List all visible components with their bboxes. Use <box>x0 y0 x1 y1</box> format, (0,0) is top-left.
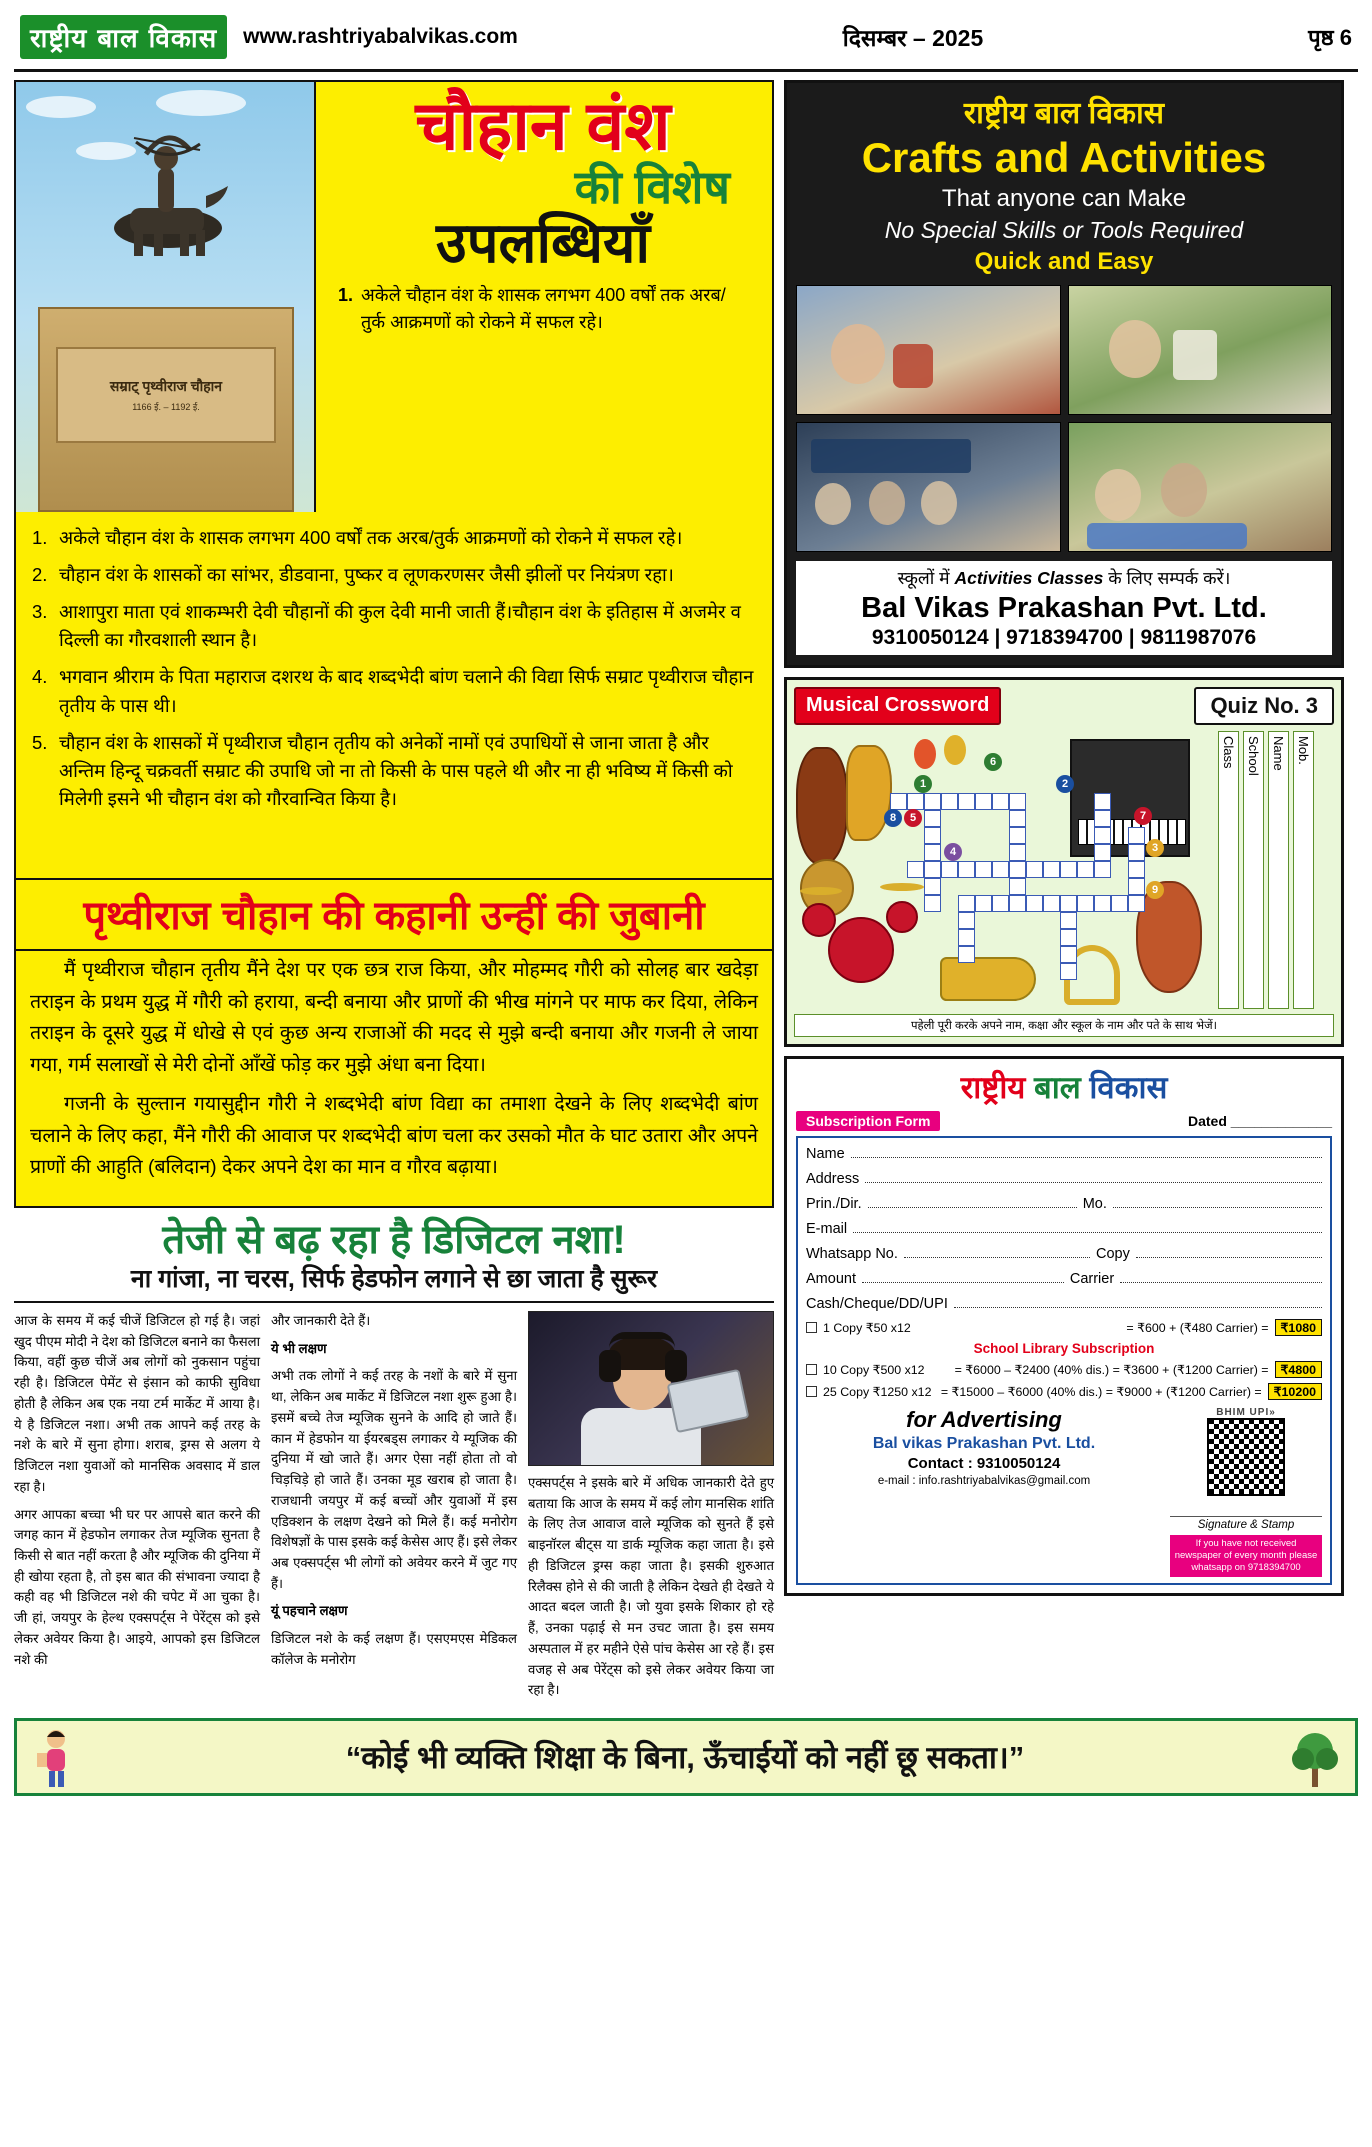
price-calc: = ₹600 + (₹480 Carrier) = <box>1126 1321 1269 1335</box>
field-label: Cash/Cheque/DD/UPI <box>806 1296 948 1312</box>
input-line[interactable] <box>1120 1269 1322 1283</box>
crafts-contact-emphasis: Activities Classes <box>954 568 1104 588</box>
tree-icon <box>1287 1725 1343 1789</box>
price-total: ₹10200 <box>1268 1383 1322 1400</box>
paragraph: अगर आपका बच्चा भी घर पर आपसे बात करने की जगह कान में हेडफोन लगाकर तेज म्यूजिक सुनता है किसी से बात नहीं करता है और म्यूजिक की दुनिया में ही खोया रहता है, तो इस बात की संभावना ज्यादा है कही वह भी डिजिटल नशे की चपेट में आ चुका है। जी हां, जयपुर के हेल्थ एक्सपर्ट्स ने पेरेंट्स को इसे लेकर अवेयर किया है। आइये, आपको इस डिजिटल नशे की <box>14 1506 260 1667</box>
price-calc: = ₹6000 – ₹2400 (40% dis.) = ₹3600 + (₹1200 Carrier) = <box>954 1363 1269 1377</box>
hero-top <box>16 82 772 512</box>
child-mascot-icon <box>29 1725 83 1789</box>
input-line[interactable] <box>853 1219 1322 1233</box>
headphone-band <box>609 1332 675 1348</box>
craft-photo-4 <box>1068 422 1333 552</box>
paragraph: डिजिटल नशे के कई लक्षण हैं। एसएमएस मेडिकल कॉलेज के मनोरोग <box>271 1631 517 1667</box>
achievements-list <box>16 518 772 836</box>
paragraph: एक्सपर्ट्स ने इसके बारे में अधिक जानकारी देते हुए बताया कि आज के समय में कई लोग मानसिक शांति के लिए तेज आवाज वाले म्यूजिक को सुनते हैं इसे बाइनॉरल बीट्स या डार्क म्यूजिक कहा जाता है। इसे ही डिजिटल ड्रग्स कहा जाता है। इसकी शुरुआत रिलैक्स होने से की जाती है लेकिन देखते ही देखते ये आदत बदल जाती है। जो युवा इसके शिकार हो रहे हैं, उनका पढ़ाई से मन उचट जाता है। इस समय अस्पताल में हर महीने ऐसे पांच केसेस आ रहे हैं। इस वजह से अब पेरेंट्स को इसे लेकर अवेयर किया जा रहा है। <box>528 1475 774 1698</box>
field-label: Address <box>806 1171 860 1187</box>
clue-number: 1 <box>914 775 932 793</box>
input-line[interactable] <box>868 1194 1077 1208</box>
list-item-number: 3. <box>32 601 48 623</box>
paragraph: और जानकारी देते हैं। <box>271 1313 371 1329</box>
prithviraj-statue-photo <box>16 82 316 512</box>
divider <box>14 1301 774 1303</box>
story-paragraph: गजनी के सुल्तान गयासुद्दीन गौरी ने शब्दभेदी बांण विद्या का तमाशा देखने के लिए शब्दभेदी बांण चलाने के लिए कहा, मैंने गौरी की आवाज पर शब्दभेदी बांण चला कर उसको मौत के घाट उतारा और अपने प्राणों की आहुति (बलिदान) देकर अपने देश का मान व गौरव बढ़ाया। <box>30 1093 758 1179</box>
digital-article-heading: तेजी से बढ़ रहा है डिजिटल नशा! <box>162 1218 626 1263</box>
pedestal-plaque <box>56 347 276 443</box>
input-line[interactable] <box>954 1294 1322 1308</box>
payment-and-signature <box>1170 1407 1322 1577</box>
crafts-line3: No Special Skills or Tools Required <box>884 217 1244 243</box>
school-library-heading: School Library Subscription <box>973 1341 1155 1356</box>
input-line[interactable] <box>904 1244 1090 1258</box>
digital-column-2 <box>271 1311 517 1708</box>
price-label: 10 Copy ₹500 x12 <box>823 1363 925 1377</box>
subscription-form <box>784 1056 1344 1596</box>
advertising-company: Bal vikas Prakashan Pvt. Ltd. <box>872 1435 1096 1452</box>
saxophone-icon <box>846 745 892 841</box>
statue-figure <box>76 112 246 282</box>
form-row-principal[interactable] <box>806 1194 1322 1212</box>
crafts-footer <box>796 561 1332 655</box>
story-heading: पृथ्वीराज चौहान की कहानी उन्हीं की जुबानी <box>14 880 774 951</box>
list-item-number: 2. <box>32 564 48 586</box>
input-line[interactable] <box>1113 1194 1322 1208</box>
field-mobile[interactable]: Mob. <box>1293 731 1314 1009</box>
checkbox-1-copy[interactable] <box>806 1322 817 1333</box>
input-line[interactable] <box>1136 1244 1322 1258</box>
crossword-main <box>794 731 1334 1009</box>
logo-part-red: राष्ट्रीय <box>960 1070 1026 1105</box>
price-label: 1 Copy ₹50 x12 <box>823 1321 911 1335</box>
crafts-photo-grid <box>796 285 1332 552</box>
dated-field[interactable]: Dated _____________ <box>1187 1113 1332 1129</box>
checkbox-10-copy[interactable] <box>806 1364 817 1375</box>
publication-logo: राष्ट्रीय बाल विकास <box>20 15 227 59</box>
list-item-text: भगवान श्रीराम के पिता महाराज दशरथ के बाद शब्दभेदी बांण चलाने की विद्या सिर्फ सम्राट पृथ्वीराज चौहान तृतीय के पास थी। <box>59 666 754 716</box>
input-line[interactable] <box>851 1144 1322 1158</box>
clue-number: 4 <box>944 843 962 861</box>
right-column <box>784 80 1344 1708</box>
hero-first-point <box>330 272 756 336</box>
child-headphones-photo <box>528 1311 774 1466</box>
signature-line: Signature & Stamp <box>1170 1516 1322 1531</box>
statue-pedestal <box>38 307 294 512</box>
advertising-email[interactable]: e-mail : info.rashtriyabalvikas@gmail.com <box>877 1475 1091 1487</box>
clue-number: 3 <box>1146 839 1164 857</box>
paragraph: अभी तक लोगों ने कई तरह के नशों के बारे में सुना था, लेकिन अब मार्केट में डिजिटल नशा शुरू हुआ है। इसमें बच्चे तेज म्यूजिक सुनने के आदि हो जाते हैं। कान में हेडफोन या ईयरबड्स लगाकर ये म्यूजिक की दुनिया में खो जाते हैं। अगर ऐसा नहीं होता तो वो चिड़चिड़े हो जाते हैं। उनका मूड खराब हो जाता है। राजधानी जयपुर में कई बच्चों और युवाओं में इस एडिक्शन के लक्षण देखने को मिले हैं। कई मनोरोग विशेषज्ञों के पास इसके कई केसेस आए हैं। इसे लेकर अब एक्सपर्ट्स भी लोगों को अवेयर करने में जुट गए हैं। <box>271 1368 517 1591</box>
list-item-number: 5. <box>32 731 48 753</box>
advertising-text <box>806 1407 1162 1577</box>
craft-photo-1 <box>796 285 1061 415</box>
list-item <box>32 598 754 654</box>
crossword-entry-fields <box>1218 731 1310 1009</box>
subscription-header-row <box>796 1111 1332 1131</box>
form-row-payment[interactable] <box>806 1294 1322 1312</box>
quiz-number-badge: Quiz No. 3 <box>1194 687 1334 725</box>
clue-number: 2 <box>1056 775 1074 793</box>
musical-crossword-puzzle <box>784 677 1344 1047</box>
advertising-block <box>806 1407 1322 1577</box>
form-row-amount[interactable] <box>806 1269 1322 1287</box>
hero-title-line1: चौहान वंश <box>415 88 671 164</box>
field-label-copy: Copy <box>1096 1246 1130 1262</box>
left-column <box>14 80 774 1708</box>
plaque-title: सम्राट् पृथ्वीराज चौहान <box>109 378 223 394</box>
clue-number: 5 <box>904 809 922 827</box>
price-row-single[interactable] <box>806 1319 1322 1336</box>
footer-quote-text: “कोई भी व्यक्ति शिक्षा के बिना, ऊँचाईयों को नहीं छू सकता।” <box>345 1739 1025 1775</box>
list-item <box>32 729 754 813</box>
story-paragraph: मैं पृथ्वीराज चौहान तृतीय मैंने देश पर एक छत्र राज किया, और मोहम्मद गौरी को सोलह बार खदेड़ा तराइन के प्रथम युद्ध में गौरी को हराया, बन्दी बनाया और प्राणों की भीख मांगने पर माफ कर दिया, लेकिन तराइन के दूसरे युद्ध में धोखे से एवं कुछ अन्य राजाओं की मदद से मुझे बन्दी बनाया और गजनी ले जाया गया, गर्म सलाखों से मेरी दोनों आँखें फोड़ कर मुझे अंधा बना दिया। <box>30 959 758 1076</box>
paragraph: आज के समय में कई चीजें डिजिटल हो गई है। जहां खुद पीएम मोदी ने देश को डिजिटल बनाने का फैसला किया, वहीं कुछ चीजें अब लोगों को नुकसान पहुंचा रही है। डिजिटल पेमेंट से इंसान को काफी सुविधा होती है लेकिन अब एक नया टर्म मार्केट में आया है। ये है डिजिटल नशा। अभी तक आपने कई तरह के नशे के बारे में सुना होगा। शराब, ड्रग्स से अलग ये डिजिटल नशा युवाओं को मानसिक अवसाद में डाल रहा है। <box>14 1313 260 1494</box>
price-total: ₹4800 <box>1275 1361 1322 1378</box>
list-item-number: 1. <box>32 527 48 548</box>
field-school[interactable]: School <box>1243 731 1264 1009</box>
chauhan-dynasty-article <box>14 80 774 880</box>
footer-quote-banner <box>14 1718 1358 1796</box>
hero-title-line3: उपलब्धियाँ <box>436 210 650 274</box>
maraca-icon <box>914 739 936 769</box>
crafts-contact-post: के लिए सम्पर्क करें। <box>1103 568 1231 588</box>
digital-column-3 <box>528 1311 774 1708</box>
upi-label: BHIM UPI» <box>1216 1407 1276 1418</box>
hero-title-line2: की विशेष <box>574 161 730 214</box>
delivery-warning: If you have not received newspaper of every month please whatsapp on 9718394700 <box>1170 1535 1322 1577</box>
price-calc: = ₹15000 – ₹6000 (40% dis.) = ₹9000 + (₹1200 Carrier) = <box>940 1385 1262 1399</box>
checkbox-25-copy[interactable] <box>806 1386 817 1397</box>
field-class[interactable]: Class <box>1218 731 1239 1009</box>
digital-column-1 <box>14 1311 260 1708</box>
price-row-25copy[interactable] <box>806 1383 1322 1400</box>
field-label-mobile: Mo. <box>1082 1196 1107 1212</box>
crossword-header <box>794 687 1334 725</box>
field-label-carrier: Carrier <box>1069 1271 1115 1287</box>
masthead <box>14 10 1358 72</box>
headphone-right-cup <box>665 1350 687 1382</box>
input-line[interactable] <box>862 1269 1064 1283</box>
list-item <box>32 561 754 589</box>
advertising-contact[interactable]: Contact : 9310050124 <box>907 1455 1061 1472</box>
clue-number: 7 <box>1134 807 1152 825</box>
subheading: यूं पहचाने लक्षण <box>271 1603 348 1619</box>
crafts-contact-line <box>802 566 1326 590</box>
qr-code-icon[interactable] <box>1207 1418 1285 1496</box>
digital-article-columns <box>14 1311 774 1708</box>
logo-part-green: बाल <box>1025 1070 1081 1105</box>
headphone-left-cup <box>599 1350 621 1382</box>
input-line[interactable] <box>865 1169 1322 1183</box>
subscription-logo <box>796 1066 1332 1108</box>
issue-date: दिसम्बर – 2025 <box>842 24 984 51</box>
advertising-title: for Advertising <box>906 1407 1062 1432</box>
crafts-line4: Quick and Easy <box>974 248 1154 275</box>
violin-icon <box>796 747 848 865</box>
craft-photo-2 <box>1068 285 1333 415</box>
list-item-text: चौहान वंश के शासकों का सांभर, डीडवाना, पुष्कर व लूणकरणसर जैसी झीलों पर नियंत्रण रहा। <box>59 564 674 586</box>
trumpet-icon <box>940 957 1036 1001</box>
list-item-text: चौहान वंश के शासकों में पृथ्वीराज चौहान तृतीय को अनेकों नामों एवं उपाधियों से जाना जाता है और अन्तिम हिन्दू चक्रवर्ती सम्राट की उपाधि जो ना तो किसी के पास पहले थी और ना ही भविष्य में किसी को मिलेगी इसने भी चौहान वंश को गौरवान्वित किया है। <box>59 731 733 809</box>
maraca-icon <box>944 735 966 765</box>
plaque-years: 1166 ई. – 1192 ई. <box>132 402 200 412</box>
website-url[interactable]: www.rashtriyabalvikas.com <box>243 24 518 48</box>
price-total: ₹1080 <box>1275 1319 1322 1336</box>
crossword-instructions: पहेली पूरी करके अपने नाम, कक्षा और स्कूल के नाम और पते के साथ भेजें। <box>794 1014 1334 1037</box>
field-label: Whatsapp No. <box>806 1246 898 1262</box>
list-item-number: 4. <box>32 666 48 688</box>
form-row-name[interactable] <box>806 1144 1322 1162</box>
crafts-contact-pre: स्कूलों में <box>897 568 955 588</box>
page-number: पृष्ठ 6 <box>1308 24 1352 50</box>
clue-number: 6 <box>984 753 1002 771</box>
field-label: Amount <box>806 1271 856 1287</box>
crafts-company-name: Bal Vikas Prakashan Pvt. Ltd. <box>861 592 1267 624</box>
price-row-10copy[interactable] <box>806 1361 1322 1378</box>
crafts-brand: राष्ट्रीय बाल विकास <box>963 97 1165 130</box>
list-item-text: अकेले चौहान वंश के शासक लगभग 400 वर्षों तक अरब/तुर्क आक्रमणों को रोकने में सफल रहे। <box>59 527 683 548</box>
price-label: 25 Copy ₹1250 x12 <box>823 1385 932 1399</box>
hero-first-point-number: 1. <box>338 285 354 306</box>
form-row-email[interactable] <box>806 1219 1322 1237</box>
clue-number: 8 <box>884 809 902 827</box>
list-item-text: आशापुरा माता एवं शाकम्भरी देवी चौहानों की कुल देवी मानी जाती हैं।चौहान वंश के इतिहास में अजमेर व दिल्ली का गौरवशाली स्थान है। <box>59 601 741 651</box>
hero-titles <box>316 82 772 512</box>
field-name[interactable]: Name <box>1268 731 1289 1009</box>
form-row-address[interactable] <box>806 1169 1322 1187</box>
page-content <box>14 80 1358 1708</box>
crafts-line2: That anyone can Make <box>941 185 1187 212</box>
subscription-form-badge: Subscription Form <box>796 1111 940 1131</box>
subscription-fields-box <box>796 1136 1332 1585</box>
crossword-grid[interactable] <box>794 731 1212 1009</box>
list-item <box>32 663 754 719</box>
form-row-whatsapp[interactable] <box>806 1244 1322 1262</box>
logo-part-blue: विकास <box>1080 1070 1168 1105</box>
field-label: E-mail <box>806 1221 848 1237</box>
list-item <box>32 524 754 552</box>
field-label: Name <box>806 1146 845 1162</box>
guitar-icon <box>1136 881 1202 993</box>
crafts-phone-numbers[interactable]: 9310050124 | 9718394700 | 9811987076 <box>871 626 1257 649</box>
crafts-title: Crafts and Activities <box>861 134 1267 181</box>
drum-kit-icon <box>802 881 922 997</box>
field-label: Prin./Dir. <box>806 1196 862 1212</box>
clue-number: 9 <box>1146 881 1164 899</box>
crafts-advertisement <box>784 80 1344 668</box>
crossword-badge: Musical Crossword <box>794 687 1001 725</box>
craft-photo-3 <box>796 422 1061 552</box>
subheading: ये भी लक्षण <box>271 1340 327 1356</box>
digital-article-subheading: ना गांजा, ना चरस, सिर्फ हेडफोन लगाने से छा जाता है सुरूर <box>130 1265 658 1294</box>
hero-first-point-text: अकेले चौहान वंश के शासक लगभग 400 वर्षों तक अरब/तुर्क आक्रमणों को रोकने में सफल रहे। <box>361 285 726 333</box>
story-body <box>14 951 774 1208</box>
